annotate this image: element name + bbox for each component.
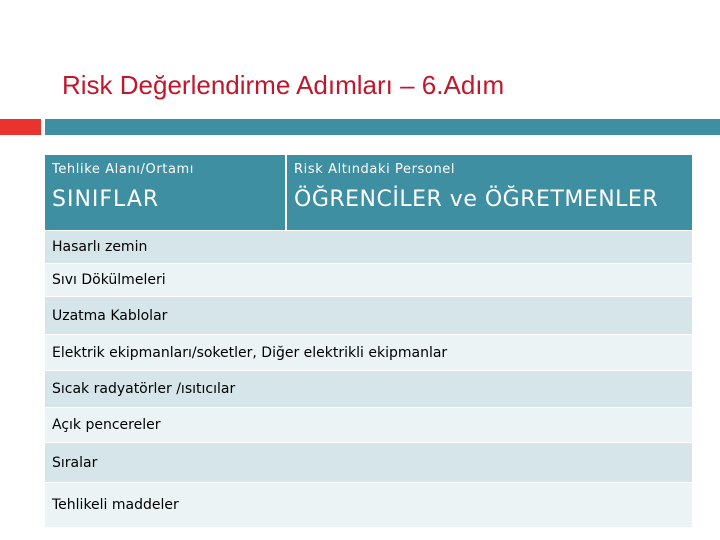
hazard-item: Hasarlı zemin	[45, 231, 692, 264]
table-row	[45, 231, 692, 264]
table-header-row	[45, 155, 692, 231]
hazard-item: Sıvı Dökülmeleri	[45, 264, 692, 297]
header-personnel-at-risk	[286, 155, 692, 231]
hazard-item: Uzatma Kablolar	[45, 297, 692, 335]
header-hazard-area	[45, 155, 286, 231]
personnel-at-risk-value: ÖĞRENCİLER ve ÖĞRETMENLER	[294, 187, 659, 212]
risk-table	[45, 155, 692, 527]
personnel-at-risk-label: Risk Altındaki Personel	[294, 162, 456, 177]
table-row	[45, 264, 692, 297]
table-row	[45, 335, 692, 371]
slide-title: Risk Değerlendirme Adımları – 6.Adım	[62, 70, 505, 100]
accent-bar-red	[0, 119, 41, 135]
table-row	[45, 297, 692, 335]
table-row	[45, 483, 692, 527]
table-row	[45, 443, 692, 483]
table-row	[45, 408, 692, 443]
hazard-item: Sıralar	[45, 443, 692, 483]
hazard-item: Sıcak radyatörler /ısıtıcılar	[45, 371, 692, 408]
hazard-item: Tehlikeli maddeler	[45, 483, 692, 527]
table-row	[45, 371, 692, 408]
hazard-area-label: Tehlike Alanı/Ortamı	[52, 162, 195, 177]
hazard-area-value: SINIFLAR	[52, 187, 160, 212]
hazard-item: Açık pencereler	[45, 408, 692, 443]
hazard-item: Elektrik ekipmanları/soketler, Diğer elektrikli ekipmanlar	[45, 335, 692, 371]
accent-bar-teal	[45, 119, 720, 135]
